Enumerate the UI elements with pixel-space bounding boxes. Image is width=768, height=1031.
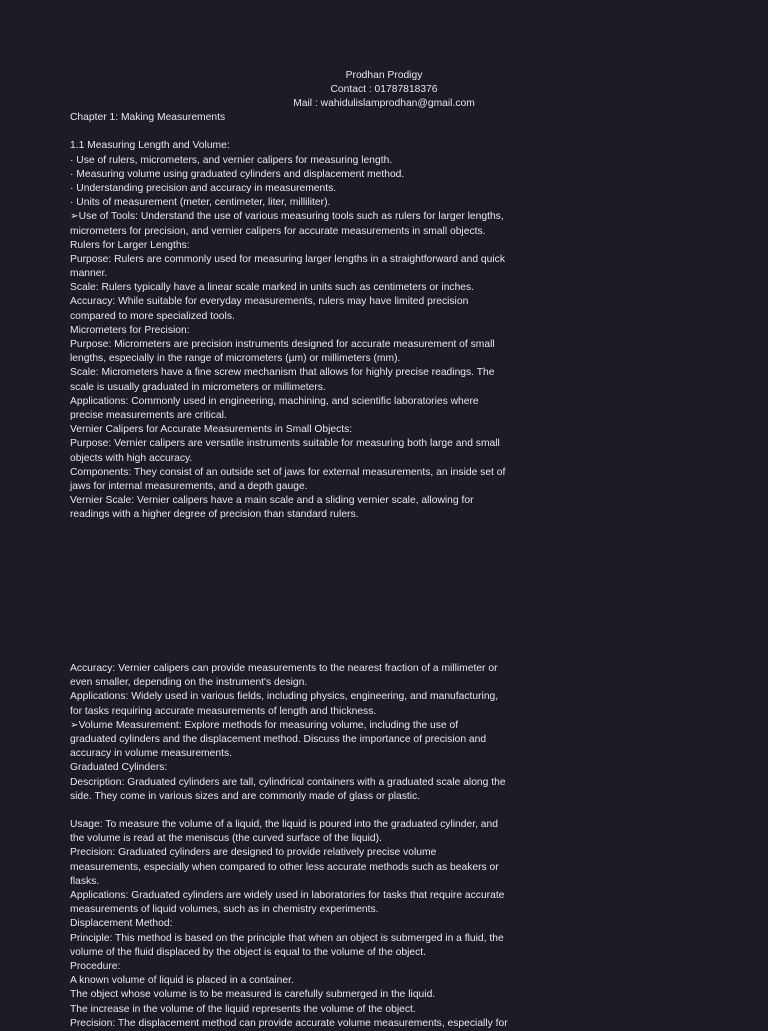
text-line: measurements of liquid volumes, such as in chemistry experiments. (70, 904, 379, 916)
author-header (0, 69, 768, 112)
text-line: ➢Use of Tools: Understand the use of various measuring tools such as rulers for larger lengths, (70, 211, 504, 223)
text-line: Applications: Graduated cylinders are widely used in laboratories for tasks that require accurate (70, 890, 505, 901)
text-line: Rulers for Larger Lengths: (70, 239, 190, 251)
text-line: side. They come in various sizes and are commonly made of glass or plastic. (70, 790, 421, 802)
text-line: Displacement Method: (70, 918, 173, 930)
text-block-1 (70, 111, 530, 522)
text-line: even smaller, depending on the instrument's design. (70, 677, 308, 689)
text-line: ➢Volume Measurement: Explore methods for measuring volume, including the use of (70, 719, 459, 731)
text-line: The increase in the volume of the liquid represents the volume of the object. (70, 1003, 416, 1015)
text-line: volume of the fluid displaced by the object is equal to the volume of the object. (70, 946, 427, 958)
text-line: for tasks requiring accurate measurements of length and thickness. (70, 705, 377, 717)
text-line: 1.1 Measuring Length and Volume: (70, 140, 230, 152)
text-line (70, 804, 530, 818)
text-line: · Understanding precision and accuracy in measurements. (70, 182, 337, 194)
text-line: jaws for internal measurements, and a depth gauge. (70, 480, 308, 492)
text-line: Accuracy: Vernier calipers can provide measurements to the nearest fraction of a millimeter or (70, 663, 498, 674)
text-line: Vernier Scale: Vernier calipers have a main scale and a sliding vernier scale, allowing for (70, 495, 474, 507)
text-line: scale is usually graduated in micrometers or millimeters. (70, 381, 326, 393)
text-line: Purpose: Micrometers are precision instruments designed for accurate measurement of small (70, 339, 495, 350)
text-line: precise measurements are critical. (70, 409, 227, 421)
text-line: Usage: To measure the volume of a liquid, the liquid is poured into the graduated cylinder, and (70, 819, 498, 831)
text-line: Graduated Cylinders: (70, 762, 168, 774)
author-contact: Contact : 01787818376 (330, 84, 438, 96)
text-line: compared to more specialized tools. (70, 310, 235, 322)
text-line: manner. (70, 268, 108, 280)
text-block-2 (70, 662, 530, 1031)
text-line: Description: Graduated cylinders are tall, cylindrical containers with a graduated scale along the (70, 776, 506, 788)
text-line (70, 125, 530, 139)
text-line: objects with high accuracy. (70, 452, 193, 464)
text-line: readings with a higher degree of precision than standard rulers. (70, 509, 359, 521)
text-line: · Units of measurement (meter, centimeter, liter, milliliter). (70, 197, 331, 209)
text-line: flasks. (70, 875, 100, 887)
text-line: lengths, especially in the range of micrometers (µm) or millimeters (mm). (70, 353, 401, 365)
text-line: Precision: Graduated cylinders are designed to provide relatively precise volume (70, 847, 437, 859)
text-line: the volume is read at the meniscus (the curved surface of the liquid). (70, 833, 382, 845)
text-line: Accuracy: While suitable for everyday measurements, rulers may have limited precision (70, 296, 469, 308)
text-line: micrometers for precision, and vernier calipers for accurate measurements in small objects. (70, 225, 486, 237)
text-line: Scale: Micrometers have a fine screw mechanism that allows for highly precise readings. The (70, 367, 495, 379)
text-line: Applications: Commonly used in engineering, machining, and scientific laboratories where (70, 395, 479, 407)
text-line: · Use of rulers, micrometers, and vernier calipers for measuring length. (70, 154, 393, 166)
text-line: · Measuring volume using graduated cylinders and displacement method. (70, 168, 405, 180)
text-line: measurements, especially when compared to other less accurate methods such as beakers or (70, 861, 499, 873)
text-line: Chapter 1: Making Measurements (70, 112, 226, 123)
author-name: Prodhan Prodigy (345, 70, 423, 81)
text-line: Vernier Calipers for Accurate Measurements in Small Objects: (70, 424, 353, 436)
author-mail: Mail : wahidulislamprodhan@gmail.com (293, 98, 475, 110)
text-line: Principle: This method is based on the principle that when an object is submerged in a fluid, the (70, 932, 504, 944)
text-line: Procedure: (70, 960, 121, 972)
text-line: Purpose: Vernier calipers are versatile instruments suitable for measuring both large and small (70, 438, 500, 450)
text-line: Components: They consist of an outside set of jaws for external measurements, an inside set of (70, 466, 506, 478)
text-line: A known volume of liquid is placed in a container. (70, 975, 294, 987)
text-line: Scale: Rulers typically have a linear scale marked in units such as centimeters or inches. (70, 282, 475, 294)
text-line: The object whose volume is to be measured is carefully submerged in the liquid. (70, 989, 436, 1001)
text-line: Micrometers for Precision: (70, 324, 190, 336)
text-line: accuracy in volume measurements. (70, 748, 232, 760)
text-line: Applications: Widely used in various fields, including physics, engineering, and manufacturing, (70, 691, 499, 703)
text-line: Precision: The displacement method can provide accurate volume measurements, especially for (70, 1017, 508, 1029)
text-line: graduated cylinders and the displacement method. Discuss the importance of precision and (70, 733, 487, 745)
text-line: Purpose: Rulers are commonly used for measuring larger lengths in a straightforward and quick (70, 253, 505, 265)
